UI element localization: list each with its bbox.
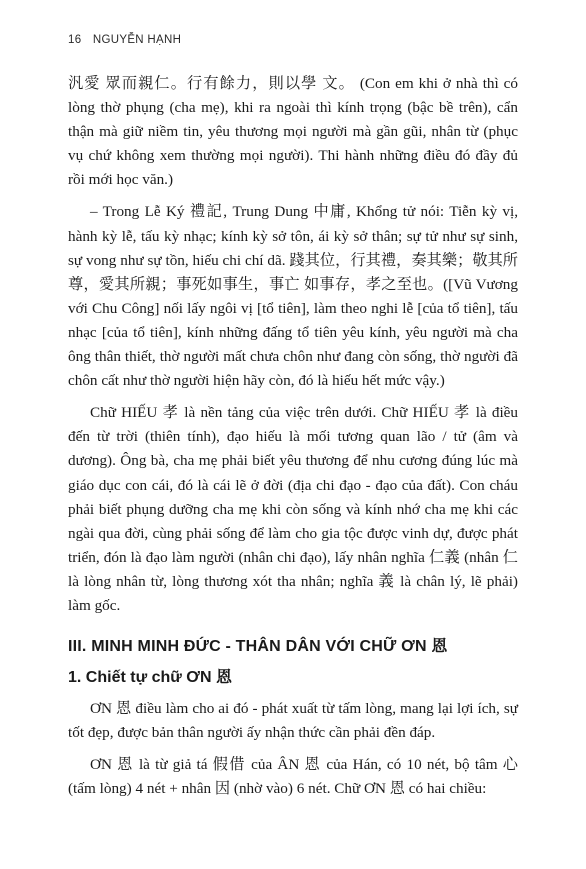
paragraph-on-etymology: ƠN 恩 là từ giả tá 假借 của ÂN 恩 của Hán, có 10 nét, bộ tâm 心 (tấm lòng) 4 nét + nhân 因 (nhờ vào) 6 nét. Chữ ƠN 恩 có hai chiều: <box>68 756 518 798</box>
subsection-heading: 1. Chiết tự chữ ƠN 恩 <box>68 669 232 687</box>
page-number: 16 <box>68 34 82 46</box>
author-name: NGUYỄN HẠNH <box>92 34 182 46</box>
book-page <box>68 34 518 801</box>
section-heading: III. MINH MINH ĐỨC - THÂN DÂN VỚI CHỮ ƠN 恩 <box>68 638 448 656</box>
paragraph-on-definition: ƠN 恩 điều làm cho ai đó - phát xuất từ tấm lòng, mang lại lợi ích, sự tốt đẹp, được bản thân người ấy nhận thức cần phải đền đáp. <box>68 700 518 742</box>
paragraph-chu-hieu: Chữ HIẾU 孝 là nền tảng của việc trên dưới. Chữ HIẾU 孝 là điều đến từ trời (thiên tính), đạo hiếu là mối tương quan lão / tử (âm và dương). Ông bà, cha mẹ phải biết yêu thương để nhu cương đúng lúc mà giáo dục con cái, đó là cái lẽ ở đời (địa chi đạo - đạo của đất). Con cháu phải biết phụng dưỡng cha mẹ khi còn sống và kính nhớ cha mẹ khi các ngài qua đời, cùng phải sống để làm cho gia tộc được vinh dự, được phát triển, đón là đạo làm người (nhân chi đạo), lấy nhân nghĩa 仁義 (nhân 仁 là lòng nhân từ, lòng thương xót tha nhân; nghĩa 義 là chân lý, lẽ phải) làm gốc. <box>68 404 518 614</box>
running-header <box>68 34 518 56</box>
paragraph-le-ky: – Trong Lễ Ký 禮記, Trung Dung 中庸, Khổng tử nói: Tiễn kỳ vị, hành kỳ lễ, tấu kỳ nhạc; kính kỳ sở tôn, ái kỳ sở thân; sự tử như sự sinh, sự vong như sự tồn, hiếu chi chí dã. 踐其位，行其禮，奏其樂；敬其所尊，愛其所親；事死如事生，事亡 如事存，孝之至也。([Vũ Vương với Chu Công] nối lấy ngôi vị [tổ tiên], làm theo nghi lễ [của tổ tiên], tấu nhạc [của tổ tiên], kính những đấng tổ tiên yêu kính, yêu người mà cha ông thân thiết, thờ người mất chưa chôn như đang còn sống, thờ người đã chôn cất như thờ người hiện hãy còn, đó là hiếu hết mức vậy.) <box>68 203 518 390</box>
paragraph-quote-continuation: 汎愛 眾而親仁。行有餘力，則以學 文。 (Con em khi ở nhà thì có lòng thờ phụng (cha mẹ), khi ra ngoài thì kính trọng (bậc bề trên), cẩn thận mà giữ niềm tin, yêu thương mọi người mà gần gũi, nhân từ (phục vụ chứ không xem thường mọi người). Thi hành những điều đó đầy đủ rồi mới học văn.) <box>68 75 518 189</box>
